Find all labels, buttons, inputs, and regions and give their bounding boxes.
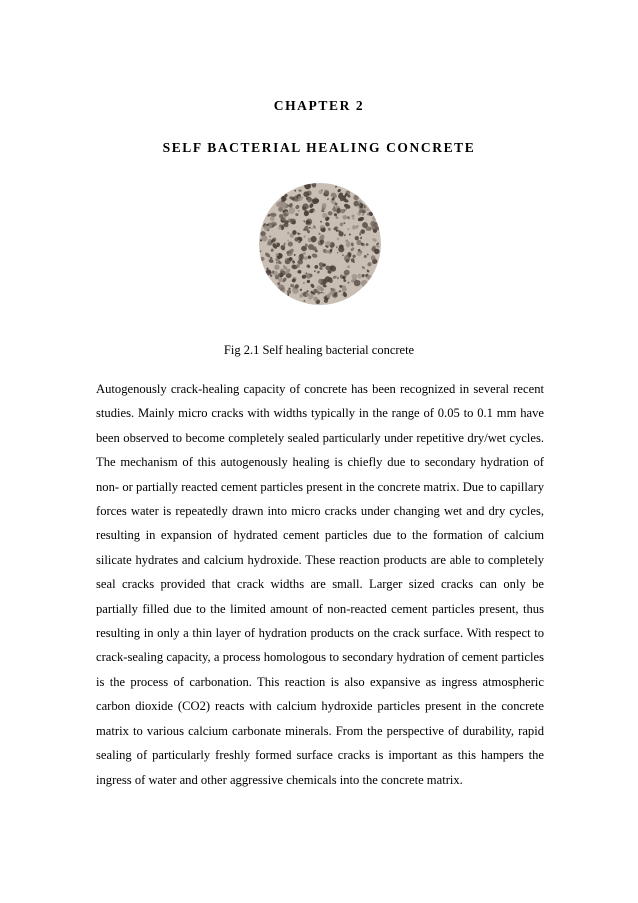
body-paragraph: Autogenously crack-healing capacity of concrete has been recognized in several recent studies. Mainly micro cracks with widths typically in the range of 0.05 to 0.1 mm have been observed to become completely sealed particularly under repetitive dry/wet cycles. The mechanism of this autogenously healing is chiefly due to secondary hydration of non- or partially reacted cement particles present in the concrete matrix. Due to capillary forces water is repeatedly drawn into micro cracks under changing wet and dry cycles, resulting in expansion of hydrated cement particles due to the formation of calcium silicate hydrates and calcium hydroxide. These reaction products are able to completely seal cracks provided that crack widths are small. Larger sized cracks can only be partially filled due to the limited amount of non-reacted cement particles present, thus resulting in only a thin layer of hydration products on the crack surface. With respect to crack-sealing capacity, a process homologous to secondary hydration of cement particles is the process of carbonation. This reaction is also expansive as ingress atmospheric carbon dioxide (CO2) reacts with calcium hydroxide particles present in the concrete matrix to various calcium carbonate minerals. From the perspective of durability, rapid sealing of particularly freshly formed surface cracks is important as this hampers the ingress of water and other aggressive chemicals into the concrete matrix.	[96, 382, 544, 787]
chapter-title: SELF BACTERIAL HEALING CONCRETE	[162, 140, 476, 155]
concrete-sample-graphic	[259, 183, 381, 305]
aggregate-particle	[351, 258, 355, 262]
aggregate-particle	[287, 293, 289, 296]
aggregate-particle	[282, 218, 286, 222]
chapter-number: CHAPTER 2	[273, 98, 365, 113]
figure-caption: Fig 2.1 Self healing bacterial concrete	[223, 343, 415, 357]
concrete-sample-image	[259, 183, 381, 305]
